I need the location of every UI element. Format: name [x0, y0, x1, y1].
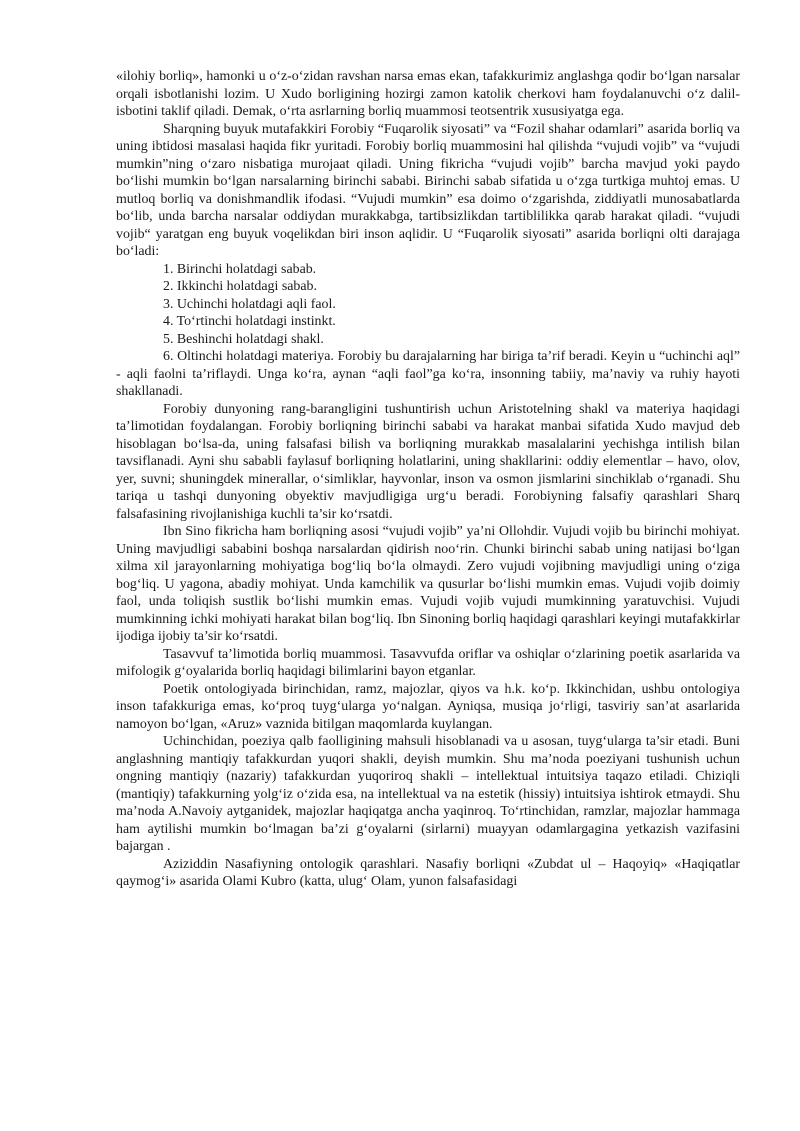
list-item: 5. Beshinchi holatdagi shakl.: [163, 331, 324, 347]
paragraph: Tasavvuf ta’limotida borliq muammosi. Tasavvufda oriflar va oshiqlar o‘zlarining poetik asarlarida va mifologik g‘oyalarida borliq haqidagi bilimlarini bayon etganlar.: [116, 646, 740, 679]
list-item: 1. Birinchi holatdagi sabab.: [163, 261, 317, 277]
paragraph: Sharqning buyuk mutafakkiri Forobiy “Fuqarolik siyosati” va “Fozil shahar odamlari” asarida borliq va uning ibtidosi masalasi haqida fikr yuritadi. Forobiy borliq muammosini hal qilishda “vujudi vojib” va “vujudi mumkin”ning o‘zaro nisbatiga murojaat qiladi. Uning fikricha “vujudi vojib” barcha mavjud yoki paydo bo‘lishi mumkin bo‘lgan narsalarning birinchi sababi. Birinchi sabab sifatida u o‘zga turtkiga muhtoj emas. U mutloq borliq va donishmandlik ifodasi. “Vujudi mumkin” esa doimo o‘zgarishda, ziddiyatli munosabatlarda bo‘lib, unda barcha narsalar oddiydan murakkabga, tartibsizlikdan tartiblilikka qarab harakat qiladi. “vujudi vojib“ yaratgan eng buyuk voqelikdan biri inson aqlidir. U “Fuqarolik siyosati” asarida borliqni olti darajaga bo‘ladi:: [116, 121, 740, 259]
paragraph: Uchinchidan, poeziya qalb faolligining mahsuli hisoblanadi va u asosan, tuyg‘ularga ta’sir etadi. Buni anglashning mantiqiy tafakkurdan yuqori shakli, deyish mumkin. Shu ma’noda poeziyani tushunish uchun ongning mantiqiy (nazariy) tafakkurdan yuqoriroq shakli – intellektual intuitsiya taqazo etiladi. Chiziqli (mantiqiy) tafakkurning yolg‘iz o‘zida esa, na intellektual va na estetik (hissiy) intuitsiya ishtirok etmaydi. Shu ma’noda A.Navoiy aytganidek, majozlar haqiqatga ancha yaqinroq. To‘rtinchidan, ramzlar, majozlar hammaga ham aytilishi mumkin bo‘lmagan ba’zi g‘oyalarni (sirlarni) muayyan odamlargagina yetkazish vazifasini bajargan .: [116, 734, 740, 854]
paragraph: «ilohiy borliq», hamonki u o‘z-o‘zidan ravshan narsa emas ekan, tafakkurimiz anglashga qodir bo‘lgan narsalar orqali isbotlanishi lozim. U Xudo borligining hozirgi zamon katolik cherkovi ham foydalanuvchi o‘z dalil-isbotini taklif qiladi. Demak, o‘rta asrlarning borliq muammosi teotsentrik xususiyatga ega.: [116, 69, 740, 119]
paragraph: Forobiy dunyoning rang-barangligini tushuntirish uchun Aristotelning shakl va materiya haqidagi ta’limotidan foydalangan. Forobiy borliqning birinchi sababi va harakat manbai sifatida Xudo mavjud deb hisoblagan bo‘lsa-da, uning falsafasi bilish va borliqning murakkab masalalarini yechishga intilish bilan tavsiflanadi. Ayni shu sababli faylasuf borliqning holatlarini, uning shakllarini: oddiy elementlar – havo, olov, yer, suvni; shuningdek minerallar, o‘simliklar, hayvonlar, inson va osmon jismlarini sinchiklab o‘rganadi. Shu tariqa u tashqi dunyoning obyektiv mavjudligiga urg‘u beradi. Forobiyning falsafiy qarashlari Sharq falsafasining rivojlanishiga kuchli ta’sir ko‘rsatdi.: [116, 401, 740, 522]
list-item: 4. To‘rtinchi holatdagi instinkt.: [163, 314, 336, 329]
document-page: [116, 68, 740, 891]
list-item: 3. Uchinchi holatdagi aqli faol.: [163, 296, 336, 312]
paragraph: Ibn Sino fikricha ham borliqning asosi “vujudi vojib” ya’ni Ollohdir. Vujudi vojib bu birinchi mohiyat. Uning mavjudligi sababini boshqa narsalardan qidirish noo‘rin. Chunki birinchi sabab uning natijasi bo‘lgan xilma xil jarayonlarning mohiyatiga bog‘liq bo‘la olmaydi. Zero vujudi vojibning mavjudligi uning o‘ziga bog‘liq. U yagona, abadiy mohiyat. Unda kamchilik va qusurlar bo‘lishi mumkin emas. Vujudi vojib doimiy faol, unda toliqish sustlik bo‘lishi mumkin emas. Vujudi vojib vujudi mumkinning yaratuvchisi. Vujudi mumkinning ichki mohiyati harakat bilan bog‘liq. Ibn Sinoning borliq haqidagi qarashlari keyingi mutafakkirlar ijodiga ijobiy ta’sir ko‘rsatdi.: [116, 524, 740, 644]
paragraph: 6. Oltinchi holatdagi materiya. Forobiy bu darajalarning har biriga ta’rif beradi. Keyin u “uchinchi aql” - aqli faolni ta’riflaydi. Unga ko‘ra, aynan “aqli faol”ga ko‘ra, insonning tabiiy, ma’naviy va ruhiy hayoti shakllanadi.: [116, 349, 740, 399]
list-item: 2. Ikkinchi holatdagi sabab.: [163, 279, 317, 294]
paragraph: Aziziddin Nasafiyning ontologik qarashlari. Nasafiy borliqni «Zubdat ul – Haqoyiq» «Haqiqatlar qaymog‘i» asarida Olami Kubro (katta, ulug‘ Olam, yunon falsafasidagi: [116, 856, 740, 889]
paragraph: Poetik ontologiyada birinchidan, ramz, majozlar, qiyos va h.k. ko‘p. Ikkinchidan, ushbu ontologiya inson tafakkuriga emas, ko‘proq tuyg‘ularga yo‘nalgan. Ayniqsa, musiqa jo‘rligi, tasviriy san’at asarlarida namoyon bo‘lgan, «Aruz» vaznida bitilgan maqomlarda kuylangan.: [116, 681, 740, 732]
